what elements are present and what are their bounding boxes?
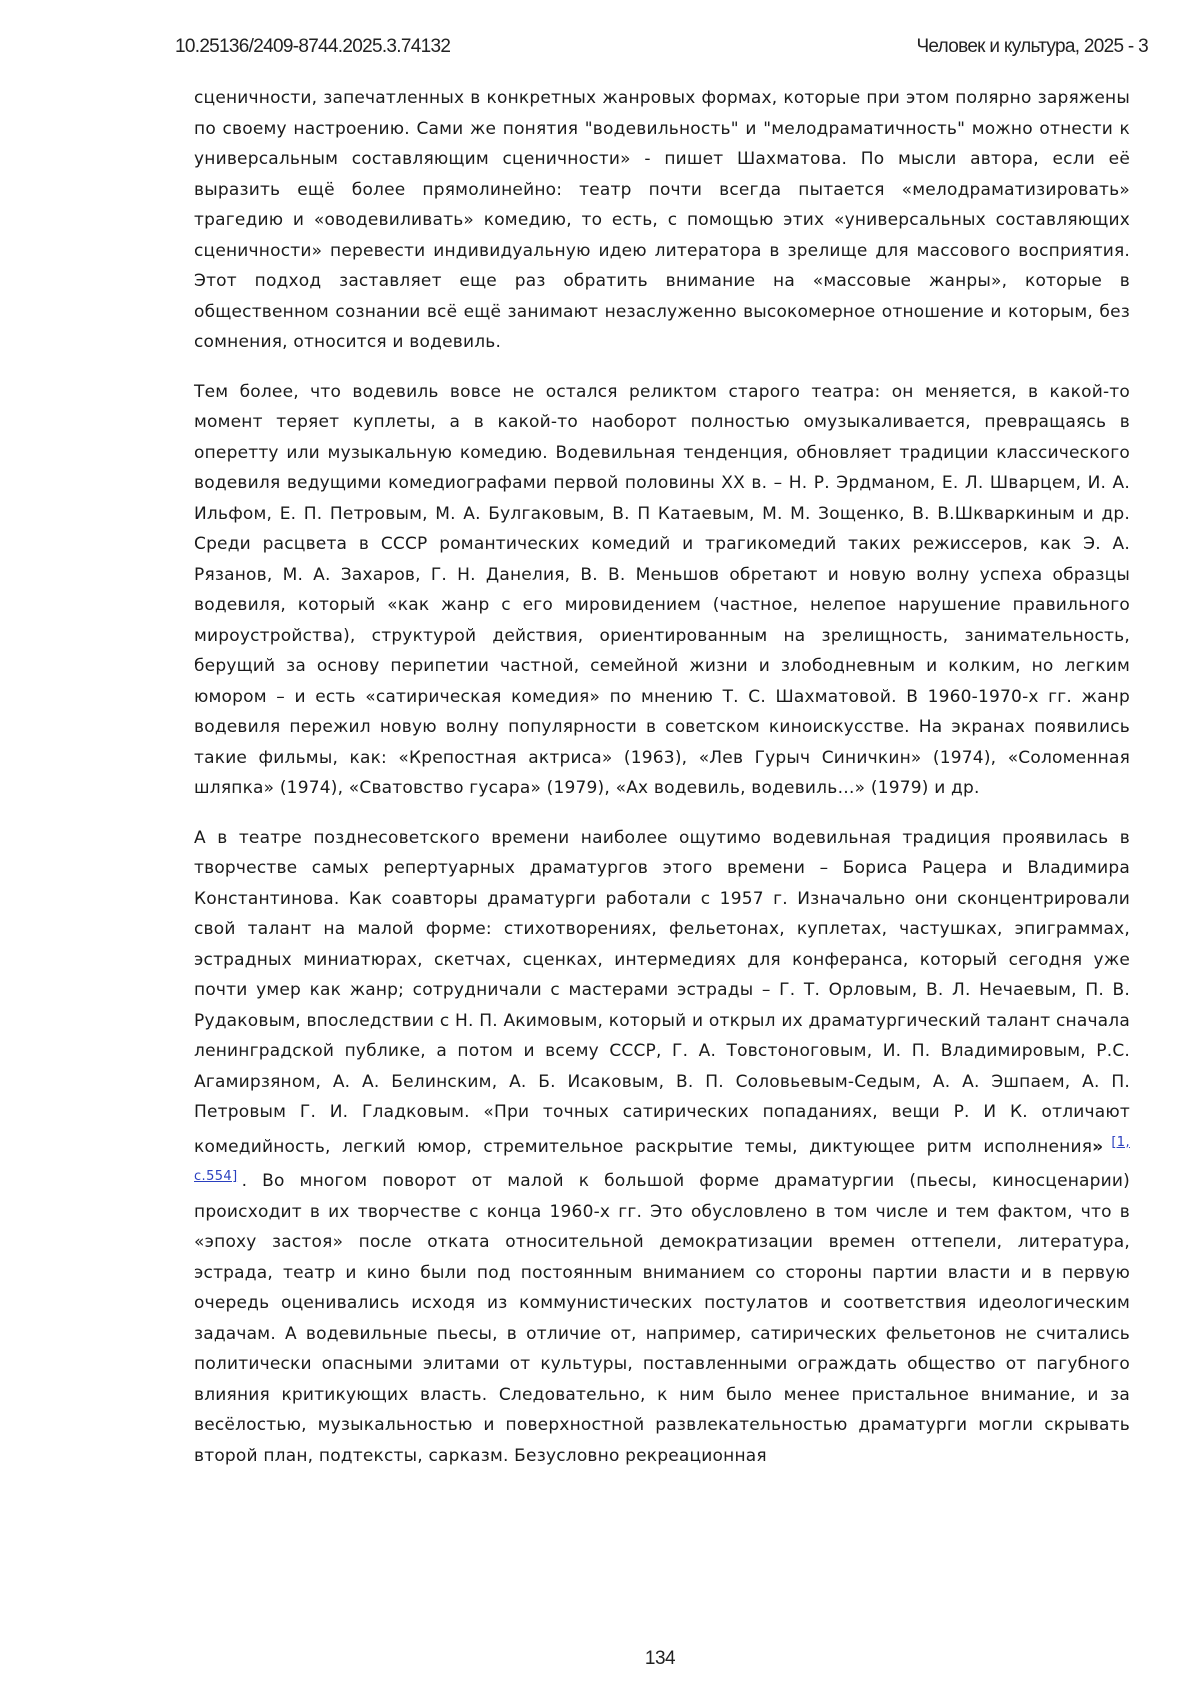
header-journal-title: Человек и культура, 2025 - 3: [916, 36, 1148, 57]
page-number: 134: [644, 1648, 676, 1669]
paragraph-1: сценичности, запечатленных в конкретных жанровых формах, которые при этом полярно заряжены по своему настроению. Сами же понятия "водевильность" и "мелодраматичность" можно отнести к универсальным составляющим сценичности» - пишет Шахматова. По мысли автора, если её выразить ещё более прямолинейно: театр почти всегда пытается «мелодраматизировать» трагедию и «оводевиливать» комедию, то есть, с помощью этих «универсальных составляющих сценичности» перевести индивидуальную идею литератора в зрелище для массового восприятия. Этот подход заставляет еще раз обратить внимание на «массовые жанры», которые в общественном сознании всё ещё занимают незаслуженно высокомерное отношение и которым, без сомнения, относится и водевиль.: [194, 88, 1130, 352]
paragraph-3-part-1: А в театре позднесоветского времени наиболее ощутимо водевильная традиция проявилась в творчестве самых репертуарных драматургов этого времени – Бориса Рацера и Владимира Константинова. Как соавторы драматурги работали с 1957 г. Изначально они сконцентрировали свой талант на малой форме: стихотворениях, фельетонах, куплетах, частушках, эпиграммах, эстрадных миниатюрах, скетчах, сценках, интермедиях для конферанса, который сегодня уже почти умер как жанр; сотрудничали с мастерами эстрады – Г. Т. Орловым, В. Л. Нечаевым, П. В. Рудаковым, впоследствии с Н. П. Акимовым, который и открыл их драматургический талант сначала ленинградской публике, а потом и всему СССР, Г. А. Товстоноговым, И. П. Владимировым, Р.С. Агамирзяном, А. А. Белинским, А. Б. Исаковым, В. П. Соловьевым-Седым, А. А. Эшпаем, А. П. Петровым Г. И. Гладковым. «При точных сатирических попаданиях, вещи Р. И К. отличают комедийность, легкий юмор, стремительное раскрытие темы, диктующее ритм исполнения: [194, 827, 1130, 1157]
article-body: [194, 83, 1130, 1490]
citation-link[interactable]: [1, с.554]: [194, 1134, 1130, 1184]
header-doi: 10.25136/2409-8744.2025.3.74132: [175, 36, 451, 57]
paragraph-3: [194, 823, 1130, 1472]
quote-close-mark: »: [1092, 1136, 1104, 1157]
paragraph-3-part-2: . Во многом поворот от малой к большой форме драматургии (пьесы, киносценарии) происходит в их творчестве с конца 1960-х гг. Это обусловлено в том числе и тем фактом, что в «эпоху застоя» после отката относительной демократизации времен оттепели, литература, эстрада, театр и кино были под постоянным вниманием со стороны партии власти и в первую очередь оценивались исходя из коммунистических постулатов и соответствия идеологическим задачам. А водевильные пьесы, в отличие от, например, сатирических фельетонов не считались политически опасными элитами от культуры, поставленными ограждать общество от пагубного влияния критикующих власть. Следовательно, к ним было менее пристальное внимание, и за весёлостью, музыкальностью и поверхностной развлекательностью драматурги могли скрывать второй план, подтексты, сарказм. Безусловно рекреационная: [194, 1171, 1130, 1466]
paragraph-2: Тем более, что водевиль вовсе не остался реликтом старого театра: он меняется, в какой-то момент теряет куплеты, а в какой-то наоборот полностью омузыкаливается, превращаясь в оперетту или музыкальную комедию. Водевильная тенденция, обновляет традиции классического водевиля ведущими комедиографами первой половины XX в. – Н. Р. Эрдманом, Е. Л. Шварцем, И. А. Ильфом, Е. П. Петровым, М. А. Булгаковым, В. П Катаевым, М. М. Зощенко, В. В.Шкваркиным и др. Среди расцвета в СССР романтических комедий и трагикомедий таких режиссеров, как Э. А. Рязанов, М. А. Захаров, Г. Н. Данелия, В. В. Меньшов обретают и новую волну успеха образцы водевиля, который «как жанр с его мировидением (частное, нелепое нарушение правильного мироустройства), структурой действия, ориентированным на зрелищность, занимательность, берущий за основу перипетии частной, семейной жизни и злободневным и колким, но легким юмором – и есть «сатирическая комедия» по мнению Т. С. Шахматовой. В 1960-1970-х гг. жанр водевиля пережил новую волну популярности в советском киноискусстве. На экранах появились такие фильмы, как: «Крепостная актриса» (1963), «Лев Гурыч Синичкин» (1974), «Соломенная шляпка» (1974), «Сватовство гусара» (1979), «Ах водевиль, водевиль…» (1979) и др.: [194, 381, 1130, 798]
